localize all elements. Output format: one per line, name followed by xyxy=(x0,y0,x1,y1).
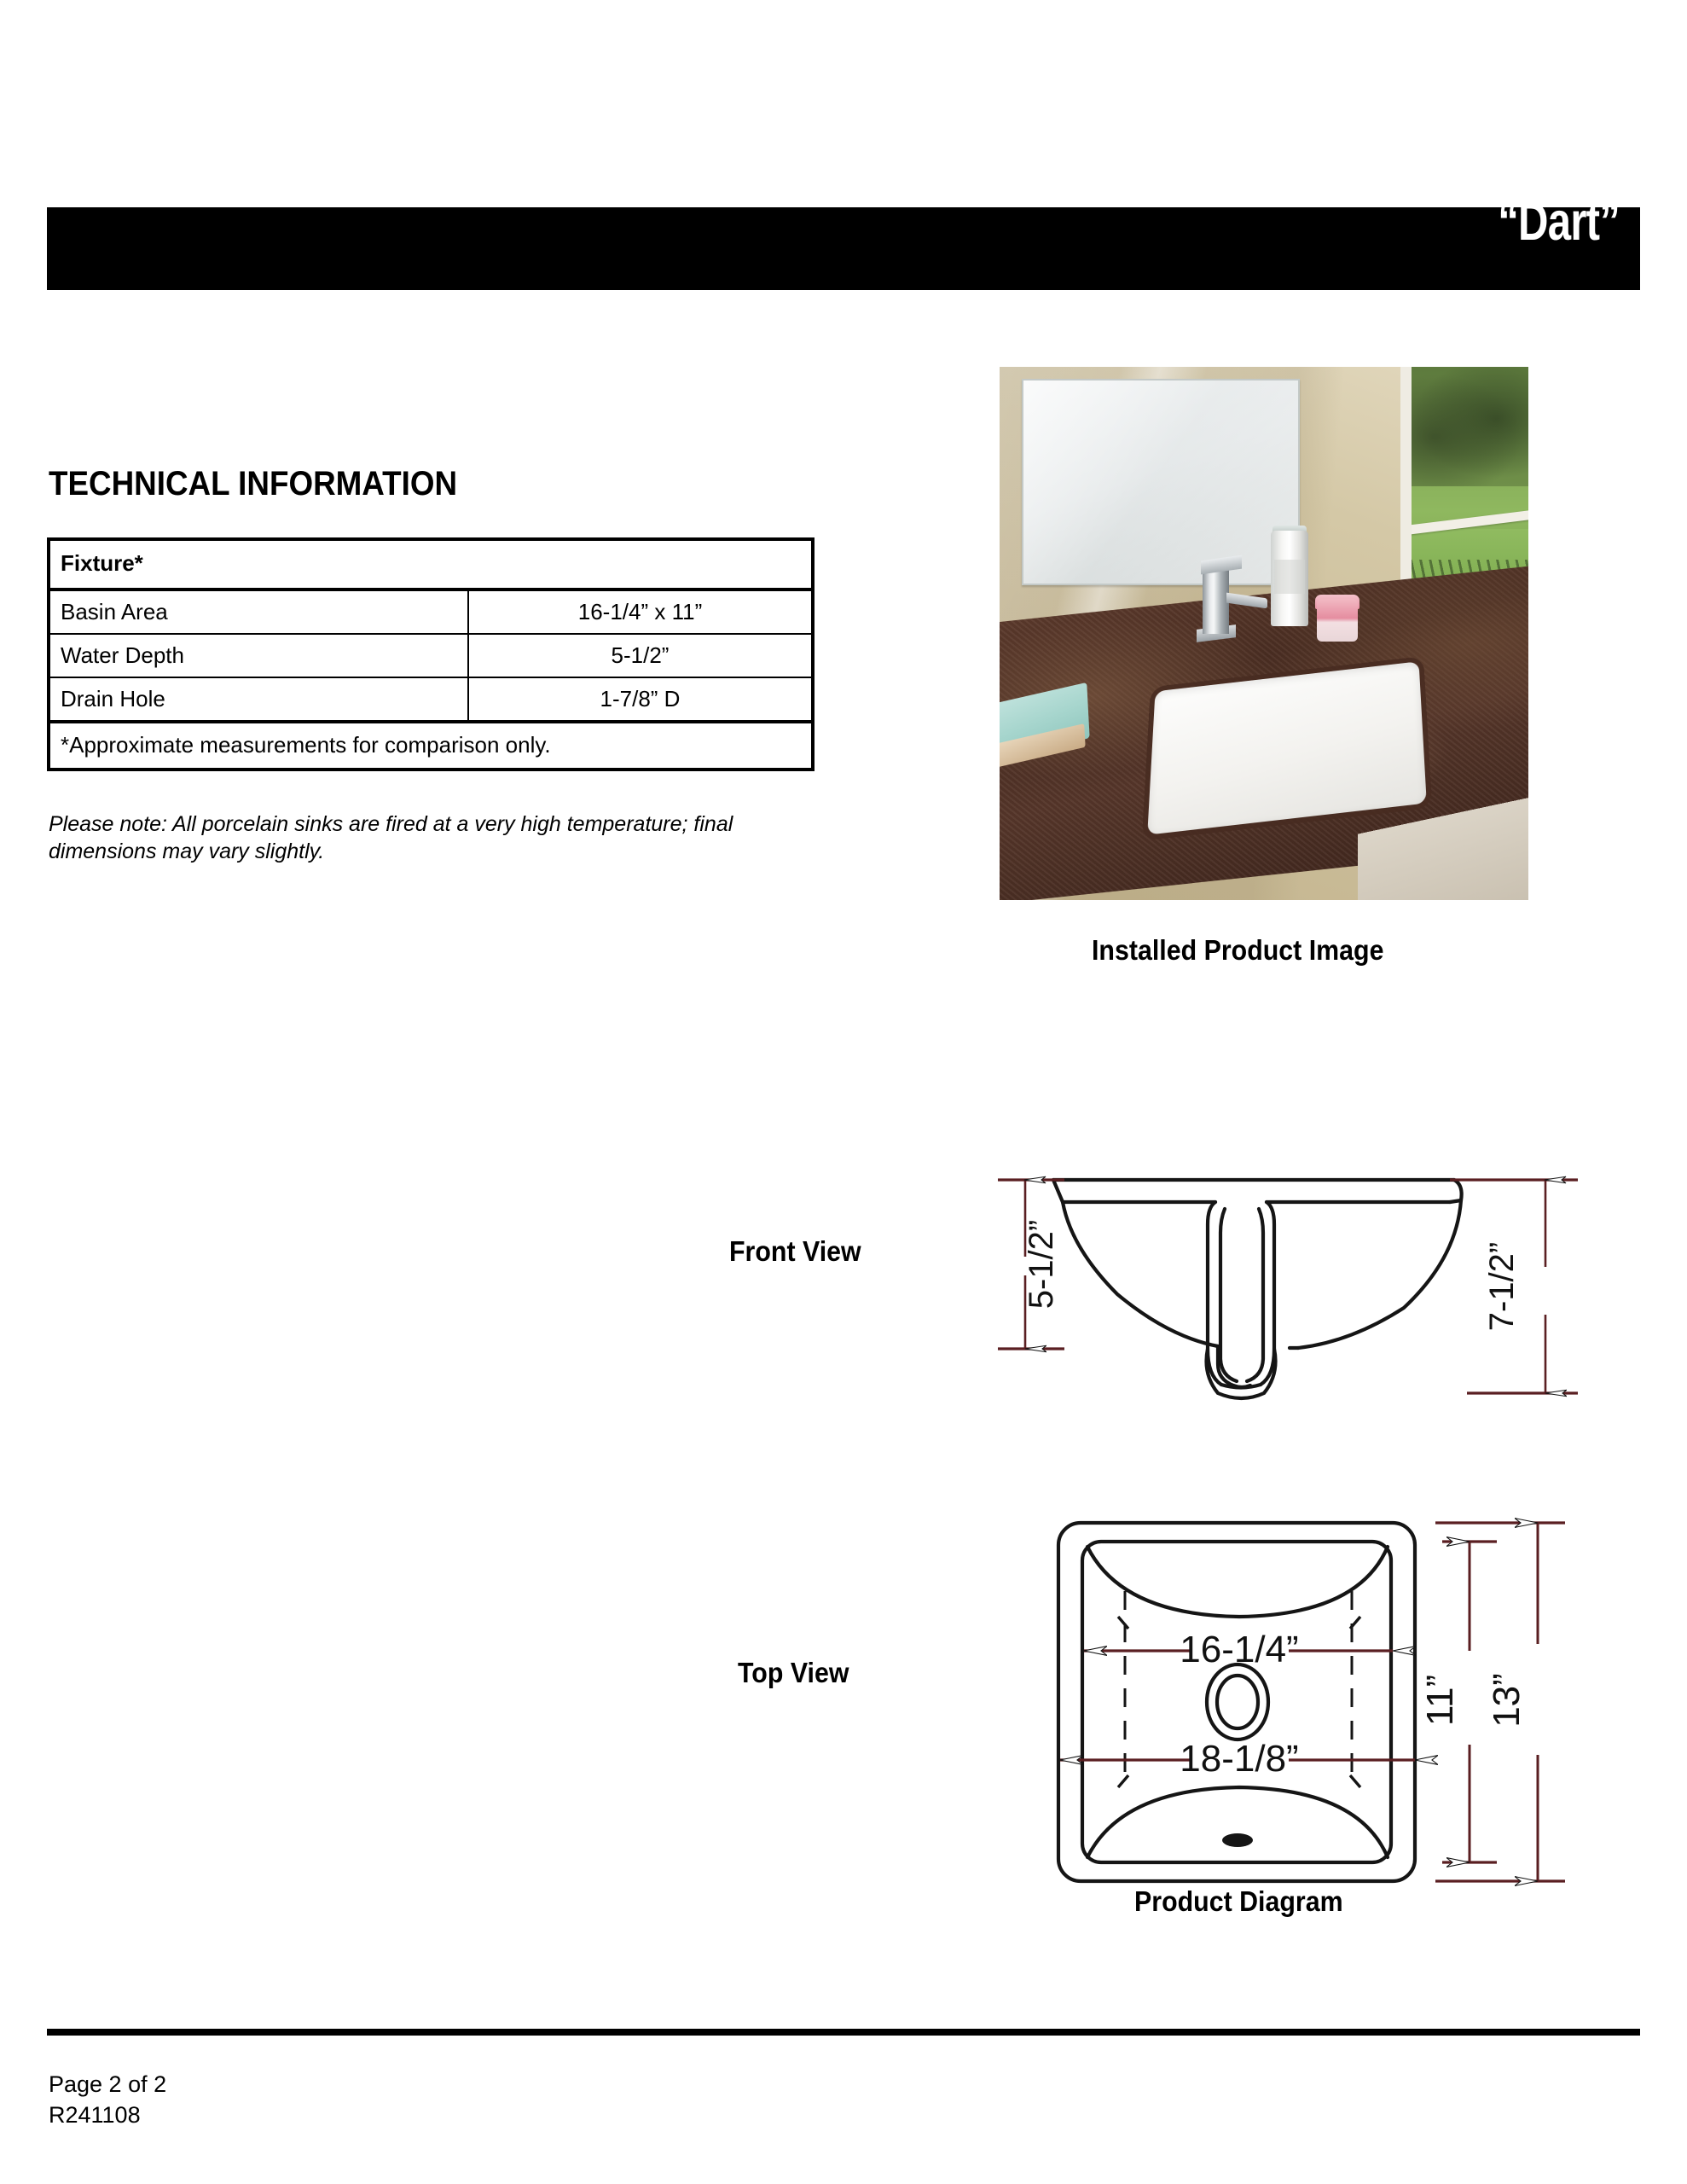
front-view-sink-outline xyxy=(1053,1180,1462,1398)
technical-information-heading: TECHNICAL INFORMATION xyxy=(49,465,458,502)
front-view-dimension-right xyxy=(1450,1180,1578,1393)
top-view-dimension-inner-width xyxy=(1084,1629,1393,1670)
front-view-dim-right-text: 7-1/2” xyxy=(1483,1241,1521,1332)
top-view-dim-inner-width-text: 16-1/4” xyxy=(1180,1629,1299,1670)
product-name-title xyxy=(1464,191,1620,276)
please-note-text: Please note: All porcelain sinks are fired at a very high temperature; final dimensions may vary slightly. xyxy=(49,812,733,863)
document-code: R241108 xyxy=(49,2102,141,2129)
table-row xyxy=(49,677,813,722)
front-view-dimension-left xyxy=(998,1180,1064,1349)
front-view-dim-left-text: 5-1/2” xyxy=(1023,1219,1060,1310)
top-view-overflow-hole xyxy=(1222,1833,1253,1847)
photo-mirror-reflection xyxy=(1023,380,1298,584)
footer-info xyxy=(49,2069,166,2131)
fixture-spec-table xyxy=(47,537,815,771)
top-view-dim-inner-height-text: 11” xyxy=(1419,1674,1461,1727)
product-name-text: “Dart” xyxy=(1498,191,1620,252)
row-value-basin-area: 16-1/4” x 11” xyxy=(468,590,813,634)
top-view-back-wall-curve xyxy=(1087,1547,1388,1617)
header-bar xyxy=(47,191,1640,290)
front-view-diagram xyxy=(989,1147,1586,1403)
top-view-dim-outer-height-text: 13” xyxy=(1486,1673,1528,1728)
photo-bottle-label xyxy=(1274,560,1305,594)
product-diagram-caption: Product Diagram xyxy=(1134,1885,1343,1917)
top-view-dimension-outer-width xyxy=(1060,1738,1415,1780)
photo-jar xyxy=(1317,599,1358,642)
table-footnote-row xyxy=(49,722,813,770)
table-header-row xyxy=(49,539,813,590)
row-label-basin-area: Basin Area xyxy=(49,590,468,634)
row-value-drain-hole: 1-7/8” D xyxy=(468,677,813,722)
photo-scene xyxy=(1000,367,1528,900)
photo-window-trees xyxy=(1400,367,1528,486)
table-footnote: *Approximate measurements for comparison only. xyxy=(49,722,813,770)
front-view-label: Front View xyxy=(729,1235,861,1267)
photo-faucet-body xyxy=(1203,566,1229,634)
top-view-label: Top View xyxy=(738,1657,849,1688)
row-label-drain-hole: Drain Hole xyxy=(49,677,468,722)
row-label-water-depth: Water Depth xyxy=(49,634,468,677)
top-view-diagram xyxy=(1019,1489,1591,1915)
table-section-header: Fixture* xyxy=(49,539,813,590)
footer-divider xyxy=(47,2029,1640,2036)
installed-product-photo xyxy=(1000,367,1528,900)
photo-mirror xyxy=(1022,379,1300,585)
installed-product-image-caption: Installed Product Image xyxy=(1092,934,1384,966)
top-view-drain-hole xyxy=(1207,1664,1268,1740)
page-number: Page 2 of 2 xyxy=(49,2071,167,2097)
row-value-water-depth: 5-1/2” xyxy=(468,634,813,677)
table-row xyxy=(49,634,813,677)
table-row xyxy=(49,590,813,634)
top-view-dim-outer-width-text: 18-1/8” xyxy=(1180,1738,1299,1780)
